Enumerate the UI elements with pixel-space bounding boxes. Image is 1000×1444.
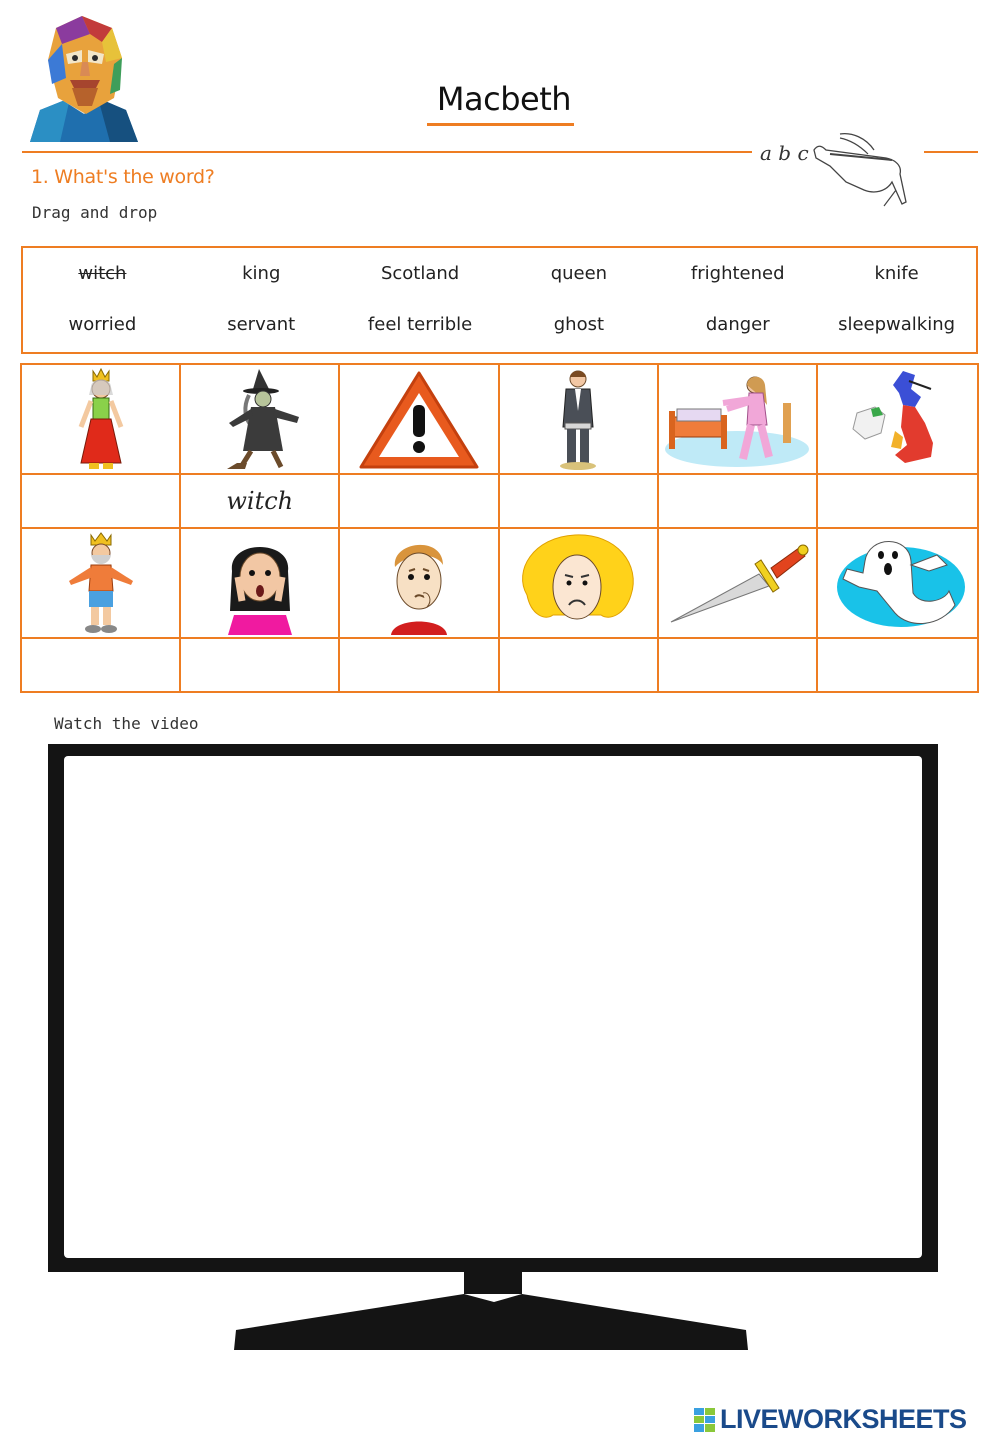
king-picture [22,529,181,639]
answer-slot-10[interactable] [500,639,659,693]
word-chip-scotland[interactable]: Scotland [380,263,460,284]
writing-hand-icon [756,132,924,216]
servant-picture [500,365,659,475]
picture-table [20,363,979,693]
divider-right [924,151,978,153]
word-chip-knife[interactable]: knife [874,263,919,284]
knife-picture [659,529,818,639]
frightened-woman-picture [181,529,340,639]
word-chip-feel-terrible[interactable]: feel terrible [367,314,473,335]
word-chip-sleepwalking[interactable]: sleepwalking [838,314,956,335]
answer-slot-9[interactable] [340,639,499,693]
sleepwalking-picture [659,365,818,475]
video-monitor[interactable] [46,742,940,1354]
word-chip-frightened[interactable]: frightened [690,263,785,284]
scotland-map-picture [818,365,977,475]
writing-letters: a b c [760,141,809,165]
video-label: Watch the video [54,714,199,733]
divider-left [22,151,752,153]
word-chip-ghost[interactable]: ghost [553,314,605,335]
answer-slot-3[interactable] [340,475,499,529]
brand-name: LIVEWORKSHEETS [720,1404,967,1434]
answer-slot-1[interactable] [22,475,181,529]
footer-brand[interactable] [690,1404,967,1435]
title-underline [427,123,574,126]
queen-picture [22,365,181,475]
page-title: Macbeth [436,80,572,118]
word-chip-danger[interactable]: danger [705,314,770,335]
answer-slot-4[interactable] [500,475,659,529]
section-title: 1. What's the word? [31,166,215,188]
word-chip-worried[interactable]: worried [68,314,137,335]
word-chip-witch[interactable]: witch [78,263,127,284]
answer-slot-6[interactable] [818,475,977,529]
answer-slot-11[interactable] [659,639,818,693]
worried-boy-picture [340,529,499,639]
instruction-text: Drag and drop [32,203,158,222]
answer-slot-7[interactable] [22,639,181,693]
answer-slot-2[interactable]: witch [181,475,340,529]
word-chip-servant[interactable]: servant [227,314,296,335]
liveworksheets-logo-icon [690,1406,718,1434]
answer-slot-12[interactable] [818,639,977,693]
answer-slot-8[interactable] [181,639,340,693]
sad-woman-picture [500,529,659,639]
word-chip-queen[interactable]: queen [550,263,608,284]
danger-sign-picture [340,365,499,475]
word-chip-king[interactable]: king [242,263,281,284]
shakespeare-portrait-icon [30,14,138,142]
word-bank [21,246,978,354]
witch-picture [181,365,340,475]
ghost-picture [818,529,977,639]
answer-slot-5[interactable] [659,475,818,529]
